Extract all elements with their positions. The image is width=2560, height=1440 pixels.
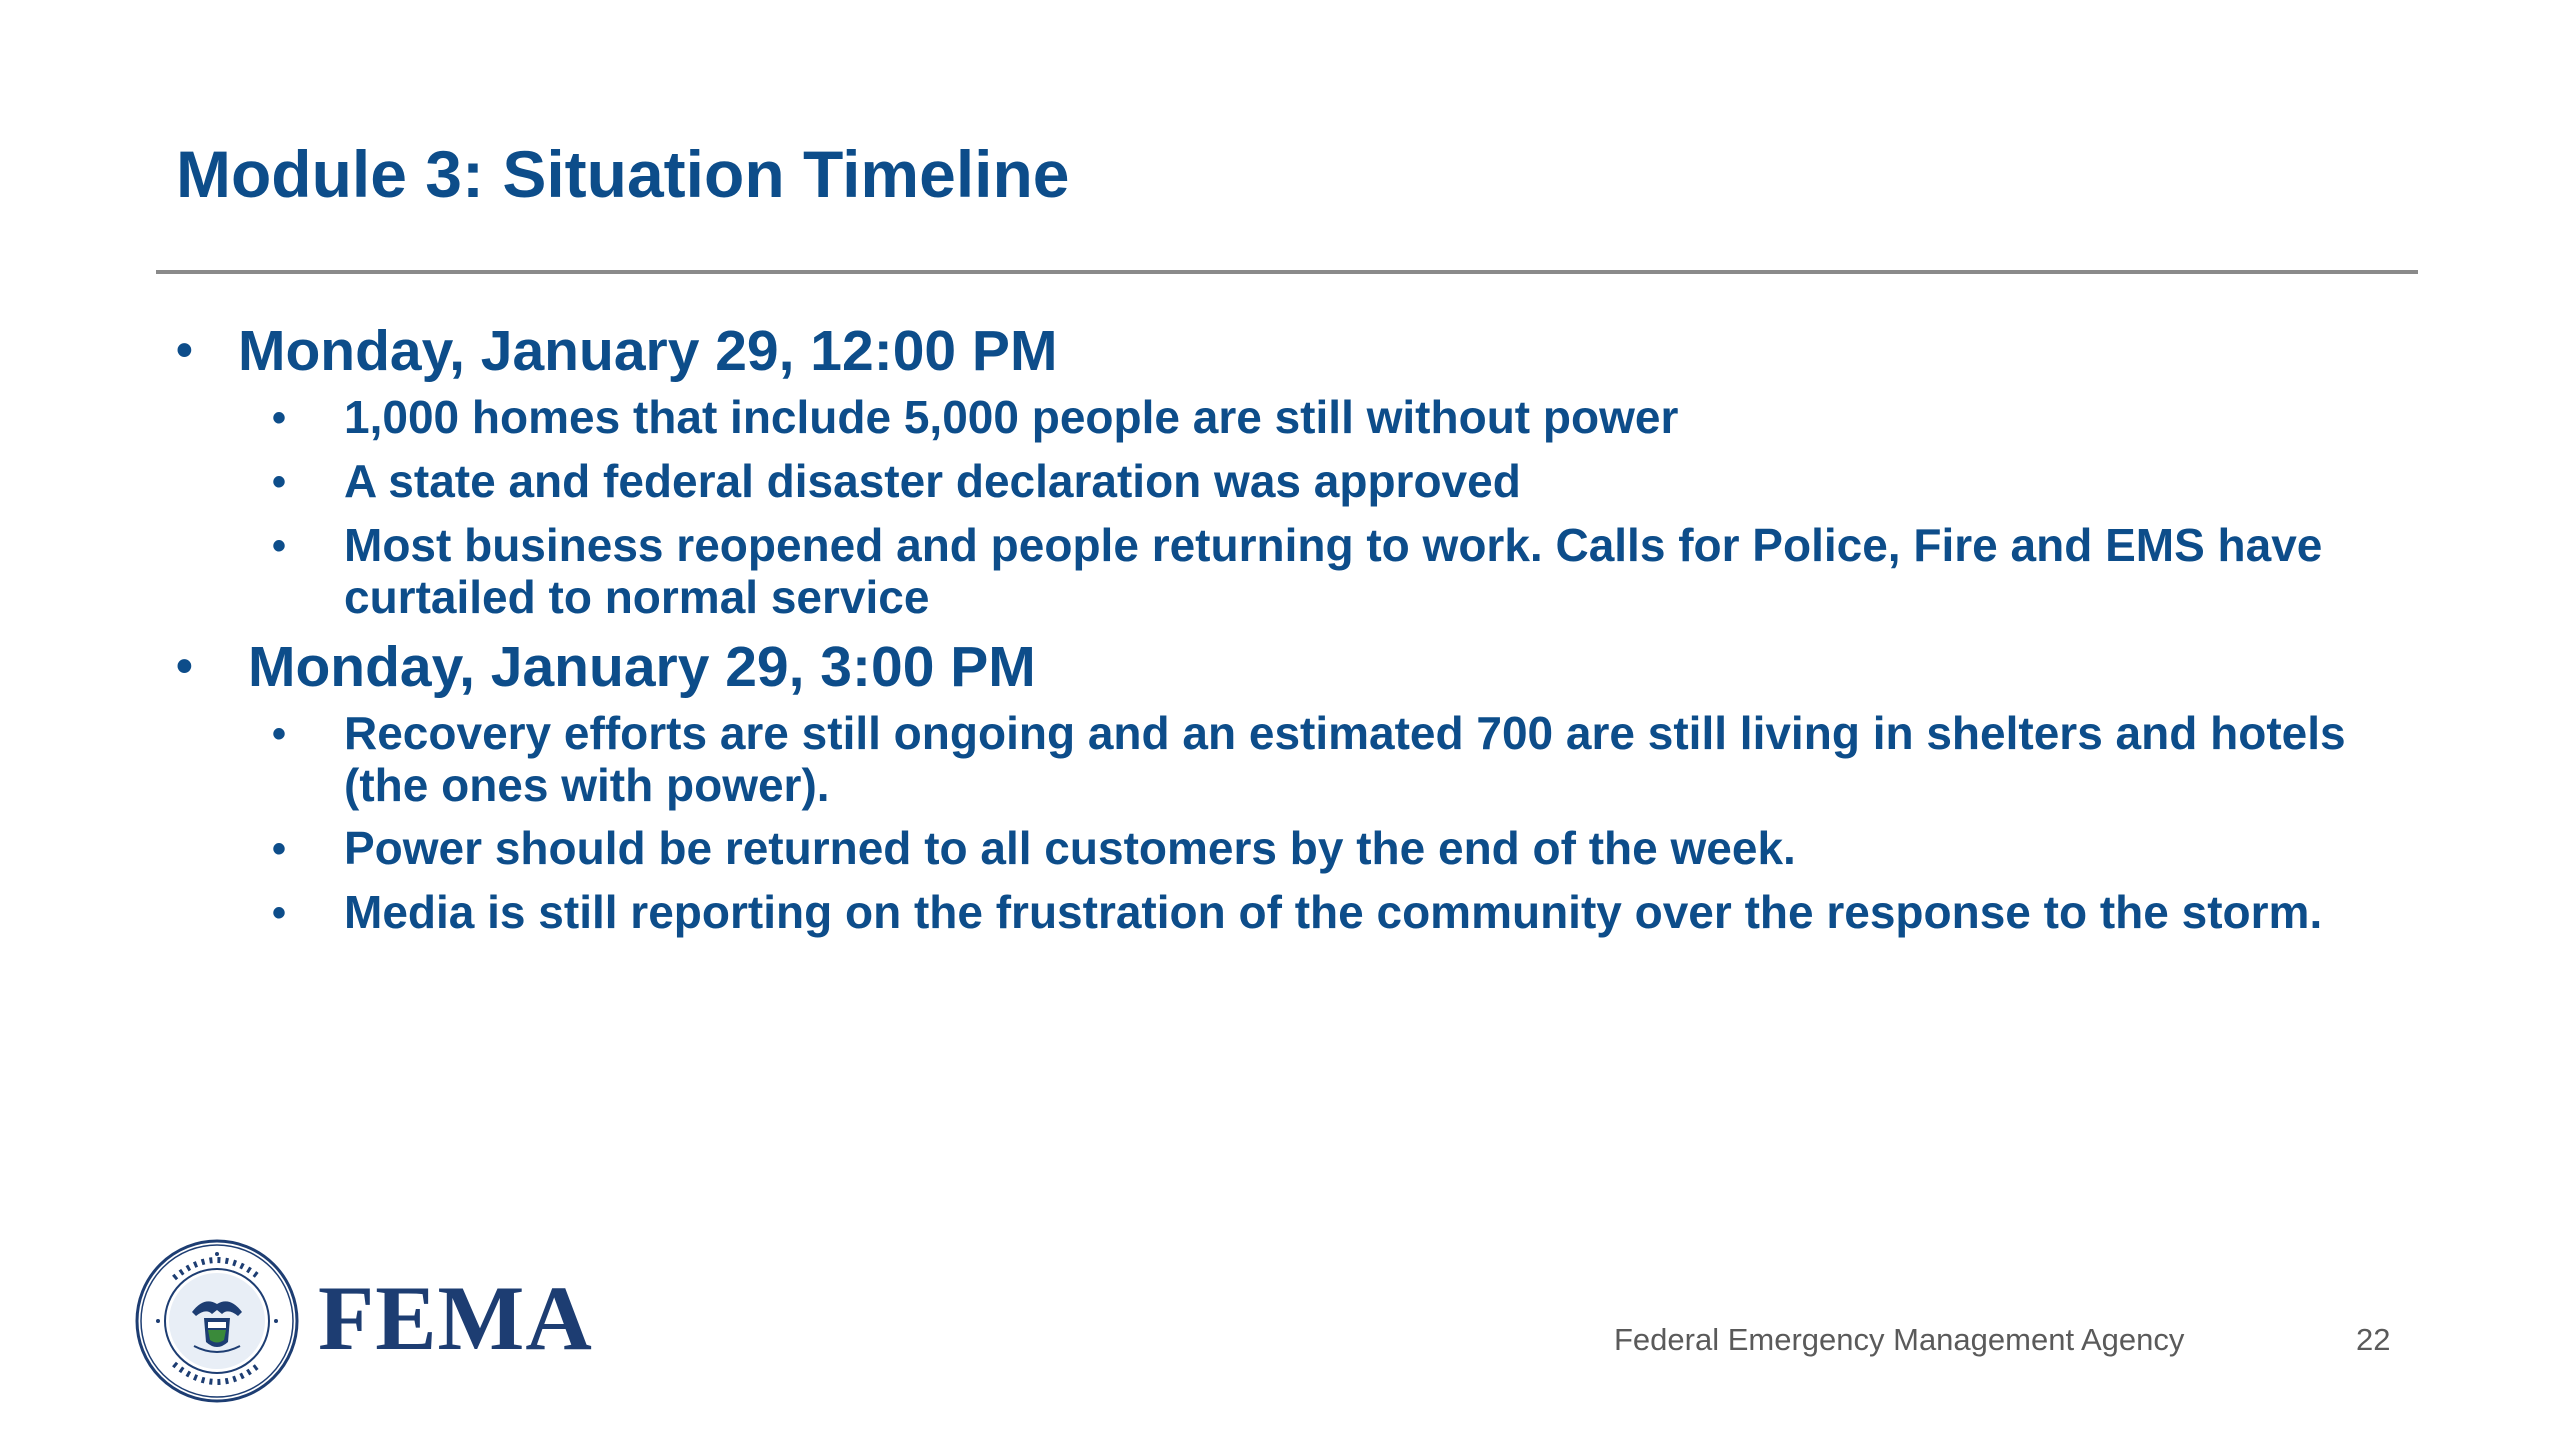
bullet-icon: • — [272, 459, 287, 504]
list-item — [176, 456, 2416, 508]
fema-wordmark: FEMA — [318, 1267, 593, 1369]
timeline-items-2 — [176, 708, 2416, 940]
bullet-icon: • — [272, 891, 287, 936]
list-item-text: 1,000 homes that include 5,000 people are still without power — [344, 390, 1679, 443]
bullet-icon: • — [272, 827, 287, 872]
page-number: 22 — [2356, 1322, 2391, 1357]
timeline-items-1 — [176, 392, 2416, 624]
list-item — [176, 887, 2416, 939]
title-divider — [156, 270, 2418, 274]
timeline-heading-1-text: Monday, January 29, 12:00 PM — [238, 319, 1058, 383]
list-item-text: Most business reopened and people returning to work. Calls for Police, Fire and EMS have curtailed to normal service — [344, 518, 2323, 623]
bullet-icon: • — [272, 523, 287, 568]
timeline-heading-2-text: Monday, January 29, 3:00 PM — [248, 634, 1036, 699]
bullet-icon: • — [176, 639, 193, 693]
timeline-heading-2 — [176, 636, 2416, 700]
bullet-icon: • — [176, 324, 193, 377]
list-item — [176, 520, 2416, 624]
list-item-text: Power should be returned to all customers by the end of the week. — [344, 822, 1796, 875]
list-item — [176, 392, 2416, 444]
slide-title: Module 3: Situation Timeline — [176, 137, 1070, 211]
bullet-icon: • — [272, 711, 287, 756]
list-item-text: Media is still reporting on the frustration of the community over the response to the storm. — [344, 886, 2323, 939]
list-item — [176, 823, 2416, 875]
agency-name: Federal Emergency Management Agency — [1614, 1322, 2185, 1357]
list-item — [176, 708, 2416, 812]
list-item-text: A state and federal disaster declaration was approved — [344, 454, 1521, 507]
bullet-icon: • — [272, 395, 287, 440]
dhs-seal-icon — [134, 1238, 300, 1404]
list-item-text: Recovery efforts are still ongoing and an estimated 700 are still living in shelters and hotels (the ones with power). — [344, 706, 2346, 811]
slide-content — [176, 320, 2416, 951]
timeline-heading-1 — [176, 320, 2416, 384]
